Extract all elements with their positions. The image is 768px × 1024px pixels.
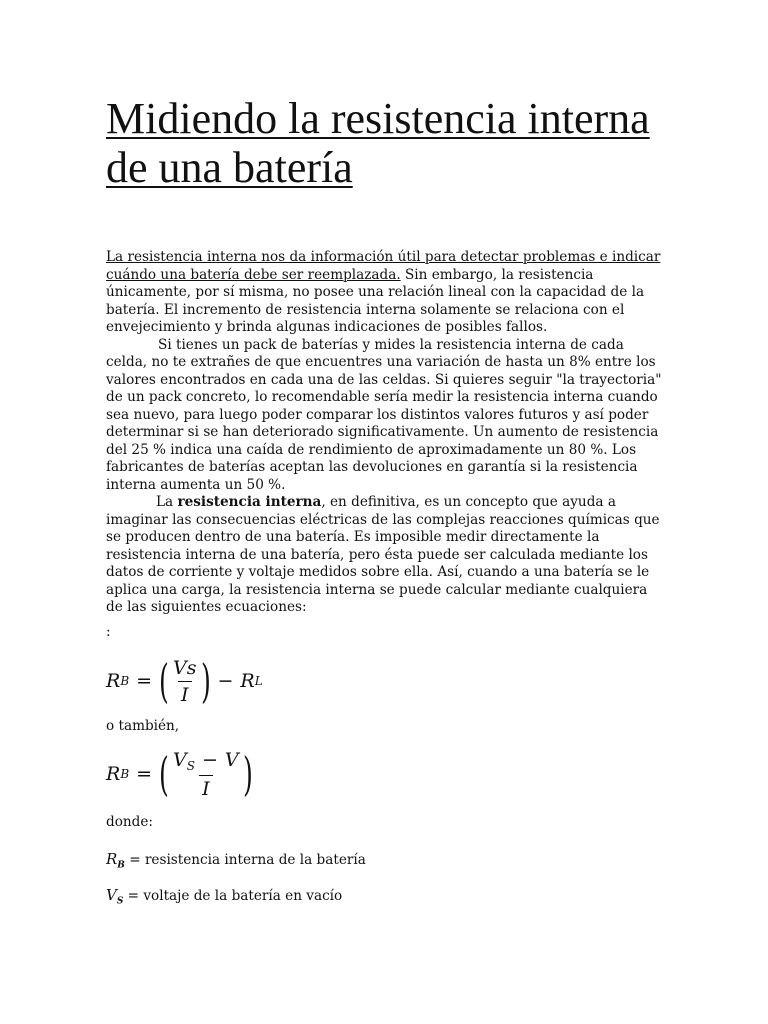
def-rb-sub: B	[117, 860, 125, 871]
left-paren-icon: (	[159, 654, 169, 708]
paragraph-1	[106, 249, 666, 337]
page-title: Midiendo la resistencia interna de una batería	[106, 94, 650, 192]
paragraph-2-text: Si tienes un pack de baterías y mides la resistencia interna de cada celda, no te extrañes de que encuentres una variación de hasta un 8% entre los valores encontrados en cada una de las celdas. Si quieres seguir "la trayectoria" de un pack concreto, lo recomendable sería medir la resistencia interna cuando sea nuevo, para luego poder comparar los distintos valores futuros y así poder determinar si se han deteriorado significativamente. Un aumento de resistencia del 25 % indica una caída de rendimiento de aproximadamente un 80 %. Los fabricantes de baterías aceptan las devoluciones en garantía si la resistencia interna aumenta un 50 %.	[106, 336, 662, 493]
def-vs-sub: S	[116, 896, 124, 907]
eq2-num-minus: −	[201, 748, 218, 771]
equation-2	[106, 745, 253, 803]
def-rb-text: = resistencia interna de la batería	[124, 852, 366, 868]
paragraph-3-prefix: La	[156, 494, 178, 510]
right-paren-icon: )	[242, 747, 253, 801]
bold-term: resistencia interna	[177, 494, 322, 510]
eq1-lhs: R	[106, 670, 121, 692]
equation-1	[106, 652, 263, 710]
where-text: donde:	[106, 814, 153, 830]
eq1-lhs-sub: B	[120, 674, 130, 688]
left-paren-icon: (	[159, 747, 169, 801]
eq2-numerator	[170, 749, 242, 775]
eq2-denominator: I	[199, 775, 213, 800]
eq2-num-v: V	[173, 748, 187, 771]
eq2-fraction	[170, 749, 242, 800]
eq1-denominator: I	[178, 681, 192, 706]
def-rb-symbol: R	[106, 850, 118, 868]
colon-line: :	[106, 624, 111, 640]
paragraph-3	[106, 494, 666, 617]
underlined-sentence: La resistencia interna nos da información útil para detectar problemas e indicar cuándo una batería debe ser reemplazada.	[106, 249, 661, 283]
eq1-rhs: R	[240, 670, 255, 692]
eq2-lhs-sub: B	[120, 767, 130, 781]
eq2-num-v2: V	[224, 748, 239, 771]
def-vs-symbol: V	[106, 886, 117, 904]
eq2-lhs: R	[106, 763, 121, 785]
eq2-num-sub: S	[186, 758, 195, 773]
eq1-numerator: Vs	[173, 656, 197, 679]
eq1-fraction	[170, 657, 199, 706]
paragraph-3-rest: , en definitiva, es un concepto que ayuda a imaginar las consecuencias eléctricas de las complejas reacciones químicas que se producen dentro de una batería. Es imposible medir directamente la resistencia interna de una batería, pero ésta puede ser calculada mediante los datos de corriente y voltaje medidos sobre ella. Así, cuando a una batería se le aplica una carga, la resistencia interna se puede calcular mediante cualquiera de las siguientes ecuaciones:	[106, 494, 660, 615]
def-vs-text: = voltaje de la batería en vacío	[123, 888, 343, 904]
also-text: o también,	[106, 718, 180, 734]
body-text	[106, 249, 666, 617]
eq1-rhs-sub: L	[254, 674, 263, 688]
definition-vs	[106, 886, 342, 907]
definition-rb	[106, 850, 366, 871]
eq1-equals: =	[136, 670, 153, 692]
eq2-equals: =	[136, 763, 153, 785]
paragraph-1-rest: Sin embargo, la resistencia únicamente, por sí misma, no posee una relación lineal con la capacidad de la batería. El incremento de resistencia interna solamente se relaciona con el envejecimiento y brinda algunas indicaciones de posibles fallos.	[106, 266, 645, 335]
paragraph-2	[106, 337, 666, 495]
right-paren-icon: )	[200, 654, 211, 708]
eq1-minus: −	[217, 670, 234, 692]
